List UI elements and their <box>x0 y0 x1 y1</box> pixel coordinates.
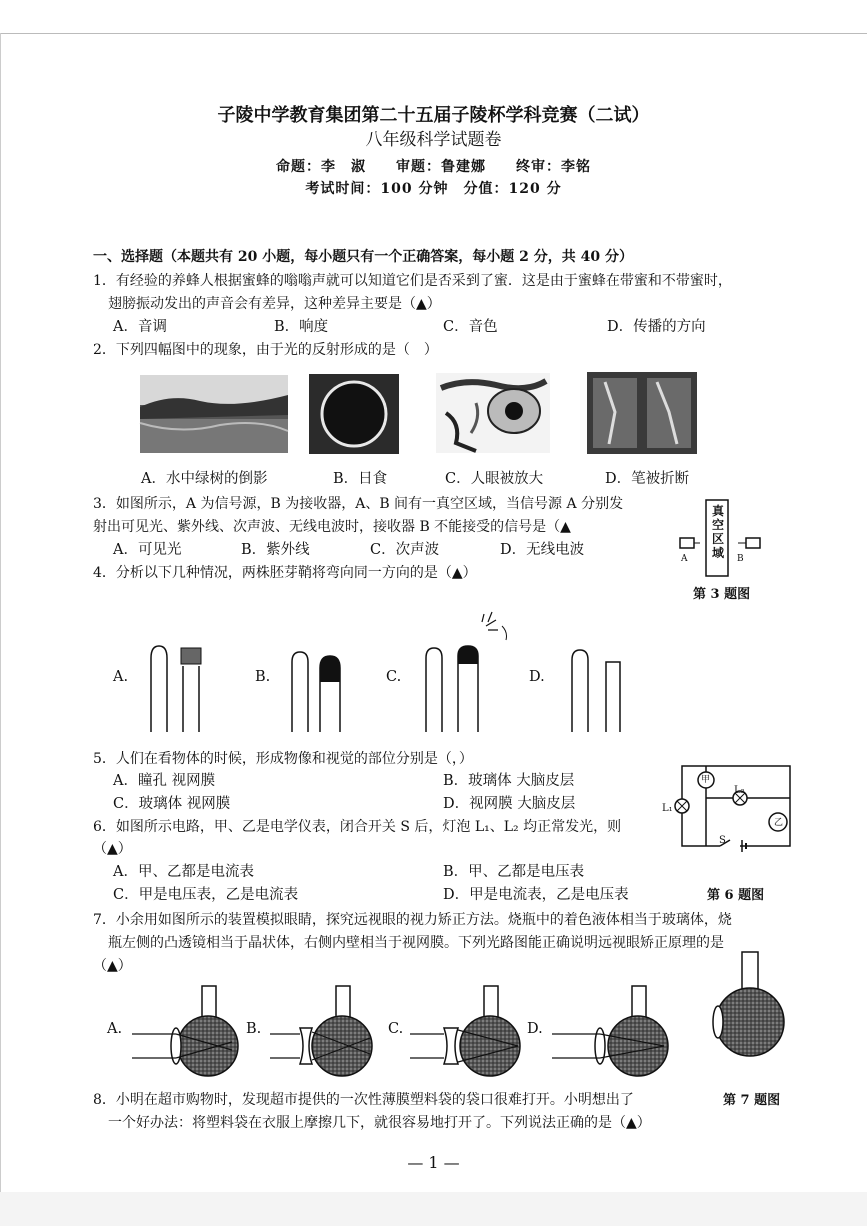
q7-option-a: A. <box>107 1021 123 1037</box>
q1-option-b: B．响度 <box>274 319 329 335</box>
q4-stem: 4．分析以下几种情况，两株胚芽鞘将弯向同一方向的是（▲） <box>93 565 477 581</box>
q6-fig-label-jia: 甲 <box>701 775 711 785</box>
q6-option-c: C．甲是电压表，乙是电流表 <box>113 887 299 903</box>
q3-fig-label-b: B <box>737 554 744 564</box>
q6-option-a: A．甲、乙都是电流表 <box>113 864 254 880</box>
q7-line3: （▲） <box>93 958 132 974</box>
exam-authors: 命题：李 淑 审题：鲁建娜 终审：李铭 <box>276 159 591 175</box>
q6-line1: 6．如图所示电路，甲、乙是电学仪表，闭合开关 S 后，灯泡 L₁、L₂ 均正常发光，则 <box>93 819 622 835</box>
q2-stem: 2．下列四幅图中的现象，由于光的反射形成的是（ ） <box>93 342 438 358</box>
q6-fig-label-yi: 乙 <box>774 818 784 828</box>
q7-option-b: B. <box>246 1021 262 1037</box>
exam-title: 子陵中学教育集团第二十五届子陵杯学科竞赛（二试） <box>217 105 650 126</box>
q3-fig-caption: 第 3 题图 <box>693 587 751 602</box>
q2-option-d: D．笔被折断 <box>605 471 690 487</box>
q7-fig-caption: 第 7 题图 <box>723 1093 781 1108</box>
q4-option-c: C. <box>386 669 402 685</box>
bottom-shade <box>0 1192 867 1226</box>
q7-figure-a <box>128 984 243 1084</box>
q3-line2: 射出可见光、紫外线、次声波、无线电波时，接收器 B 不能接受的信号是（▲ <box>93 519 571 535</box>
left-border <box>0 33 1 1193</box>
q8-line1: 8．小明在超市购物时，发现超市提供的一次性薄膜塑料袋的袋口很难打开。小明想出了 <box>93 1092 634 1108</box>
q4-option-b: B. <box>255 669 271 685</box>
q5-option-d: D．视网膜 大脑皮层 <box>443 796 576 812</box>
q3-line1: 3．如图所示，A 为信号源，B 为接收器，A、B 间有一真空区域，当信号源 A 分别发 <box>93 496 624 512</box>
top-border <box>0 33 867 34</box>
q7-option-c: C. <box>388 1021 404 1037</box>
q1-option-a: A．音调 <box>113 319 167 335</box>
q7-line2: 瓶左侧的凸透镜相当于晶状体，右侧内壁相当于视网膜。下列光路图能正确说明远视眼矫正原理的是 <box>108 935 724 951</box>
q7-option-d: D. <box>527 1021 543 1037</box>
q4-figure-b <box>286 640 356 735</box>
q8-line2: 一个好办法：将塑料袋在衣服上摩擦几下，就很容易地打开了。下列说法正确的是（▲） <box>108 1115 651 1131</box>
q2-option-b: B．日食 <box>333 471 388 487</box>
q4-option-a: A. <box>113 669 129 685</box>
q2-photo-reflection <box>140 375 288 453</box>
q2-option-c: C．人眼被放大 <box>445 471 544 487</box>
q6-fig-label-l2: L₂ <box>734 785 745 796</box>
q1-option-c: C．音色 <box>443 319 498 335</box>
q6-fig-caption: 第 6 题图 <box>707 888 765 903</box>
q7-figure-b <box>266 984 381 1084</box>
q6-fig-label-l1: L₁ <box>662 803 673 814</box>
q2-photo-magnified-eye <box>436 373 550 453</box>
exam-subtitle: 八年级科学试题卷 <box>365 130 502 150</box>
q3-fig-box-label: 真空区域 <box>711 504 724 560</box>
q1-option-d: D．传播的方向 <box>607 319 706 335</box>
q4-figure-a <box>145 640 215 735</box>
page-number: — 1 — <box>407 1153 460 1172</box>
q6-circuit-figure <box>660 760 800 855</box>
q3-option-d: D．无线电波 <box>500 542 585 558</box>
q7-apparatus-figure <box>708 950 788 1060</box>
q5-option-c: C．玻璃体 视网膜 <box>113 796 231 812</box>
q3-option-c: C．次声波 <box>370 542 440 558</box>
q5-option-a: A．瞳孔 视网膜 <box>113 773 216 789</box>
q6-option-d: D．甲是电流表，乙是电压表 <box>443 887 629 903</box>
q4-option-d: D. <box>529 669 545 685</box>
q7-figure-c <box>406 984 521 1084</box>
q7-line1: 7．小余用如图所示的装置模拟眼睛，探究远视眼的视力矫正方法。烧瓶中的着色液体相当于玻璃体，烧 <box>93 912 732 928</box>
q3-option-a: A．可见光 <box>113 542 182 558</box>
q1-line1: 1．有经验的养蜂人根据蜜蜂的嗡嗡声就可以知道它们是否采到了蜜．这是由于蜜蜂在带蜜和不带蜜时， <box>93 273 732 289</box>
section-heading: 一、选择题（本题共有 20 小题，每小题只有一个正确答案，每小题 2 分，共 40 分） <box>93 249 633 265</box>
q5-option-b: B．玻璃体 大脑皮层 <box>443 773 575 789</box>
q6-fig-label-s: S <box>719 835 726 846</box>
q4-figure-d <box>566 642 636 735</box>
q6-line2: （▲） <box>93 841 132 857</box>
q4-figure-c <box>418 608 518 735</box>
exam-info: 考试时间：100 分钟 分值：120 分 <box>305 181 562 197</box>
q3-option-b: B．紫外线 <box>241 542 310 558</box>
q5-stem: 5．人们在看物体的时候，形成物像和视觉的部位分别是（，） <box>93 751 473 767</box>
q1-line2: 翅膀振动发出的声音会有差异，这种差异主要是（▲） <box>108 296 441 312</box>
q6-option-b: B．甲、乙都是电压表 <box>443 864 585 880</box>
q2-photo-eclipse <box>309 374 399 454</box>
q2-photo-bent-pen <box>587 372 697 454</box>
q3-fig-label-a: A <box>681 554 688 564</box>
q2-option-a: A．水中绿树的倒影 <box>141 471 268 487</box>
q7-figure-d <box>548 984 673 1084</box>
